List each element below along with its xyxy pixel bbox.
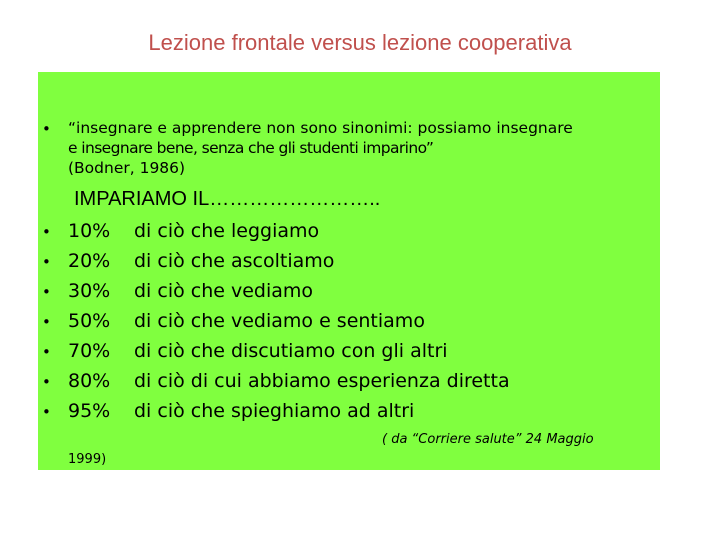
bullet-icon: • — [42, 403, 51, 421]
percentage: 10% — [68, 220, 111, 242]
quote-block — [68, 118, 658, 178]
item-text: di ciò che vediamo e sentiamo — [134, 310, 425, 332]
item-text: di ciò che vediamo — [134, 280, 314, 302]
source-citation: ( da “Corriere salute” 24 Maggio — [382, 432, 594, 447]
percentage: 50% — [68, 310, 111, 332]
item-text: di ciò che ascoltiamo — [134, 250, 335, 272]
quote-citation: (Bodner, 1986) — [68, 159, 186, 177]
bullet-icon: • — [42, 343, 51, 361]
quote-line-2: e insegnare bene, senza che gli studenti imparino” — [68, 139, 434, 157]
slide-title: Lezione frontale versus lezione cooperativa — [148, 30, 572, 55]
item-text: di ciò che spieghiamo ad altri — [134, 400, 415, 422]
item-text: di ciò che leggiamo — [134, 220, 320, 242]
percentage: 80% — [68, 370, 111, 392]
bullet-icon: • — [42, 253, 51, 271]
bullet-icon: • — [42, 313, 51, 331]
source-year: 1999) — [68, 452, 107, 467]
section-heading: IMPARIAMO IL…………………….. — [74, 188, 381, 210]
bullet-icon: • — [42, 223, 51, 241]
bullet-icon: • — [42, 120, 51, 138]
item-text: di ciò che discutiamo con gli altri — [134, 340, 448, 362]
percentage: 20% — [68, 250, 111, 272]
item-text: di ciò di cui abbiamo esperienza diretta — [134, 370, 510, 392]
percentage: 30% — [68, 280, 111, 302]
bullet-icon: • — [42, 283, 51, 301]
bullet-icon: • — [42, 373, 51, 391]
percentage: 70% — [68, 340, 111, 362]
content-panel — [38, 72, 660, 470]
quote-line-1: “insegnare e apprendere non sono sinonimi: possiamo insegnare — [68, 119, 573, 137]
percentage: 95% — [68, 400, 111, 422]
